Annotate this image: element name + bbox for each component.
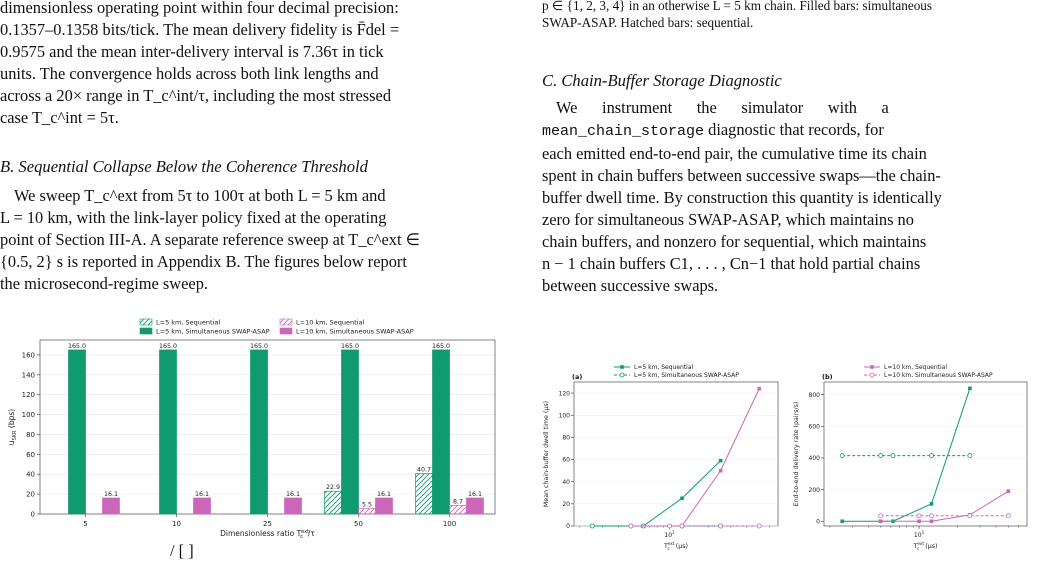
legend-label: L=5 km, Sequential [156,318,221,327]
line-chart-a [543,364,778,551]
data-point [629,524,633,528]
y-tick-label: 0 [816,518,820,526]
plot-frame [574,382,778,526]
caption-line2: SWAP-ASAP. Hatched bars: sequential. [542,15,754,30]
bar-value-label: 22.9 [325,484,341,492]
x-tick-label: 100 [442,520,457,528]
y-tick-label: 800 [808,391,820,399]
bar [467,498,484,514]
legend-swatch [140,319,152,325]
data-point [719,524,723,528]
bar [160,350,177,514]
bar [251,350,268,514]
bar [325,491,342,514]
bottom-fragment: / [ ] [170,541,194,560]
data-point [917,519,921,523]
bar [433,350,450,514]
y-axis-label: End-to-end delivery rate (pairs/s) [793,401,800,507]
para1-line2: 0.1357–0.1358 bits/tick. The mean delivery fidelity is F̄del = [0,20,400,39]
data-point [590,524,594,528]
section-c-heading: C. Chain-Buffer Storage Diagnostic [542,71,782,90]
bar [103,498,120,514]
data-point [719,469,723,473]
y-tick-label: 120 [558,390,570,398]
legend-marker [870,365,874,369]
para1-line3: 0.9575 and the mean inter-delivery interval is 7.36τ in tick [0,42,384,61]
data-point [680,524,684,528]
y-tick-label: 40 [562,478,570,486]
series-line [592,461,720,526]
y-tick-label: 100 [558,412,570,420]
y-axis-label: $u_{SKR}$ (bps) [7,408,18,446]
para1-line6: case T_c^int = 5τ. [0,108,119,127]
y-tick-label: 40 [26,470,35,479]
legend-label: L=10 km, Sequential [296,318,365,327]
para1-line5: across a 20× range in T_c^int/τ, including the most stressed [0,86,392,105]
data-point [929,514,933,518]
x-axis-label: Dimensionless ratio $T^{ext}$ c /τ [220,529,315,540]
bar-value-label: 16.1 [285,490,301,498]
bar [285,498,302,514]
legend-swatch [280,328,292,334]
bar [69,350,86,514]
bar [416,474,433,514]
y-tick-label: 80 [26,430,35,439]
bar [342,350,359,514]
para3-line9: between successive swaps. [542,276,719,295]
bar-value-label: 5.5 [361,501,373,509]
para2-line2: L = 10 km, with the link-layer policy fixed at the operating [0,208,387,227]
legend-label: L=5 km, Sequential [634,364,694,372]
legend-marker [620,365,624,369]
legend-label: L=5 km, Simultaneous SWAP-ASAP [156,327,270,336]
y-tick-label: 400 [808,455,820,463]
legend-swatch [280,319,292,325]
data-point [1007,489,1011,493]
data-point [879,454,883,458]
x-tick-label: $10^1$ [913,530,925,539]
y-tick-label: 60 [26,450,35,459]
para3-line4: spent in chain buffers between successive swaps—the chain- [542,166,941,185]
y-tick-label: 0 [566,523,570,531]
y-tick-label: 200 [808,486,820,494]
data-point [757,524,761,528]
data-point [917,514,921,518]
bar-value-label: 16.1 [194,490,210,498]
legend-marker [870,373,874,377]
para2-line1: We sweep T_c^ext from 5τ to 100τ at both L = 5 km and [14,186,386,205]
data-point [891,454,895,458]
bar-chart-legend [140,319,414,336]
data-point [879,514,883,518]
bar-value-label: 16.1 [376,490,392,498]
y-tick-label: 120 [21,391,35,400]
line-charts [542,362,1032,562]
para3-line1: We instrument the simulator with a [556,98,889,117]
y-tick-label: 80 [562,434,570,442]
bar-value-label: 165.0 [158,342,178,350]
bar [194,498,211,514]
data-point [1006,514,1010,518]
y-axis-label: Mean chain-buffer dwell time (μs) [543,400,550,508]
legend-marker [620,373,624,377]
y-tick-label: 600 [808,423,820,431]
data-point [757,387,761,391]
bar-value-label: 16.1 [103,490,119,498]
data-point [879,519,883,523]
legend-swatch [140,328,152,334]
para2-line3: point of Section III-A. A separate reference sweep at T_c^ext ∈ [0,230,420,249]
x-tick-label: 10 [172,520,181,528]
y-tick-label: 160 [21,351,35,360]
series-line [631,389,759,526]
y-tick-label: 0 [30,510,35,519]
x-axis-label: $T^{ext}$ c (μs) [913,541,938,551]
bar-value-label: 165.0 [249,342,269,350]
line-chart-b [793,364,1027,551]
para3-line5: buffer dwell time. By construction this quantity is identically [542,188,942,207]
caption-line1: p ∈ {1, 2, 3, 4} in an otherwise L = 5 km chain. Filled bars: simultaneous [542,0,933,13]
x-tick-label: 25 [263,520,272,528]
para3-line3: each emitted end-to-end pair, the cumulative time its chain [542,144,927,163]
bar-value-label: 165.0 [67,342,87,350]
data-point [840,519,844,523]
y-tick-label: 140 [21,371,35,380]
legend-label: L=10 km, Simultaneous SWAP-ASAP [884,372,993,380]
x-tick-label: 50 [354,520,363,528]
para3-line2: diagnostic that records, for [708,120,884,139]
y-tick-label: 20 [562,501,570,509]
para3-line7: chain buffers, and nonzero for sequential, which maintains [542,232,927,251]
bar-value-label: 40.7 [416,466,432,474]
legend-label: L=5 km, Simultaneous SWAP-ASAP [634,372,739,380]
section-b-heading: B. Sequential Collapse Below the Coherence Threshold [0,157,368,176]
panel-label: (b) [822,373,833,381]
data-point [968,514,972,518]
legend-label: L=10 km, Sequential [884,364,948,372]
bar [376,498,393,514]
x-axis-label: $T^{ext}$ c (μs) [664,541,688,551]
data-point [680,497,684,501]
bar-value-label: 16.1 [467,490,483,498]
data-point [968,387,972,391]
y-tick-label: 60 [562,456,570,464]
bar [359,509,376,514]
para2-line5: the microsecond-regime sweep. [0,274,208,293]
data-point [930,519,934,523]
bar-chart [0,318,500,543]
bar-value-label: 165.0 [431,342,451,350]
y-tick-label: 100 [21,411,35,420]
series-line [842,388,970,521]
data-point [840,454,844,458]
data-point [929,454,933,458]
x-tick-label: $10^1$ [664,530,675,539]
legend-label: L=10 km, Simultaneous SWAP-ASAP [296,327,414,336]
plot-frame [824,382,1027,526]
data-point [968,454,972,458]
bar-value-label: 165.0 [340,342,360,350]
y-tick-label: 20 [26,490,35,499]
bar [450,505,467,514]
x-tick-label: 5 [83,520,88,528]
data-point [668,524,672,528]
bar-chart-marks [68,343,484,514]
para3-code: mean_chain_storage [542,123,705,140]
bar-value-label: 8.7 [452,498,464,506]
para1-line4: units. The convergence holds across both link lengths and [0,64,379,83]
para2-line4: {0.5, 2} s is reported in Appendix B. The figures below report [0,252,407,271]
data-point [719,459,723,463]
series-line [881,491,1009,521]
data-point [930,502,934,506]
panel-label: (a) [572,373,583,381]
para1-line1: dimensionless operating point within four decimal precision: [0,0,399,17]
para3-line8: n − 1 chain buffers C1, . . . , Cn−1 that hold partial chains [542,254,921,273]
para3-line6: zero for simultaneous SWAP-ASAP, which maintains no [542,210,914,229]
